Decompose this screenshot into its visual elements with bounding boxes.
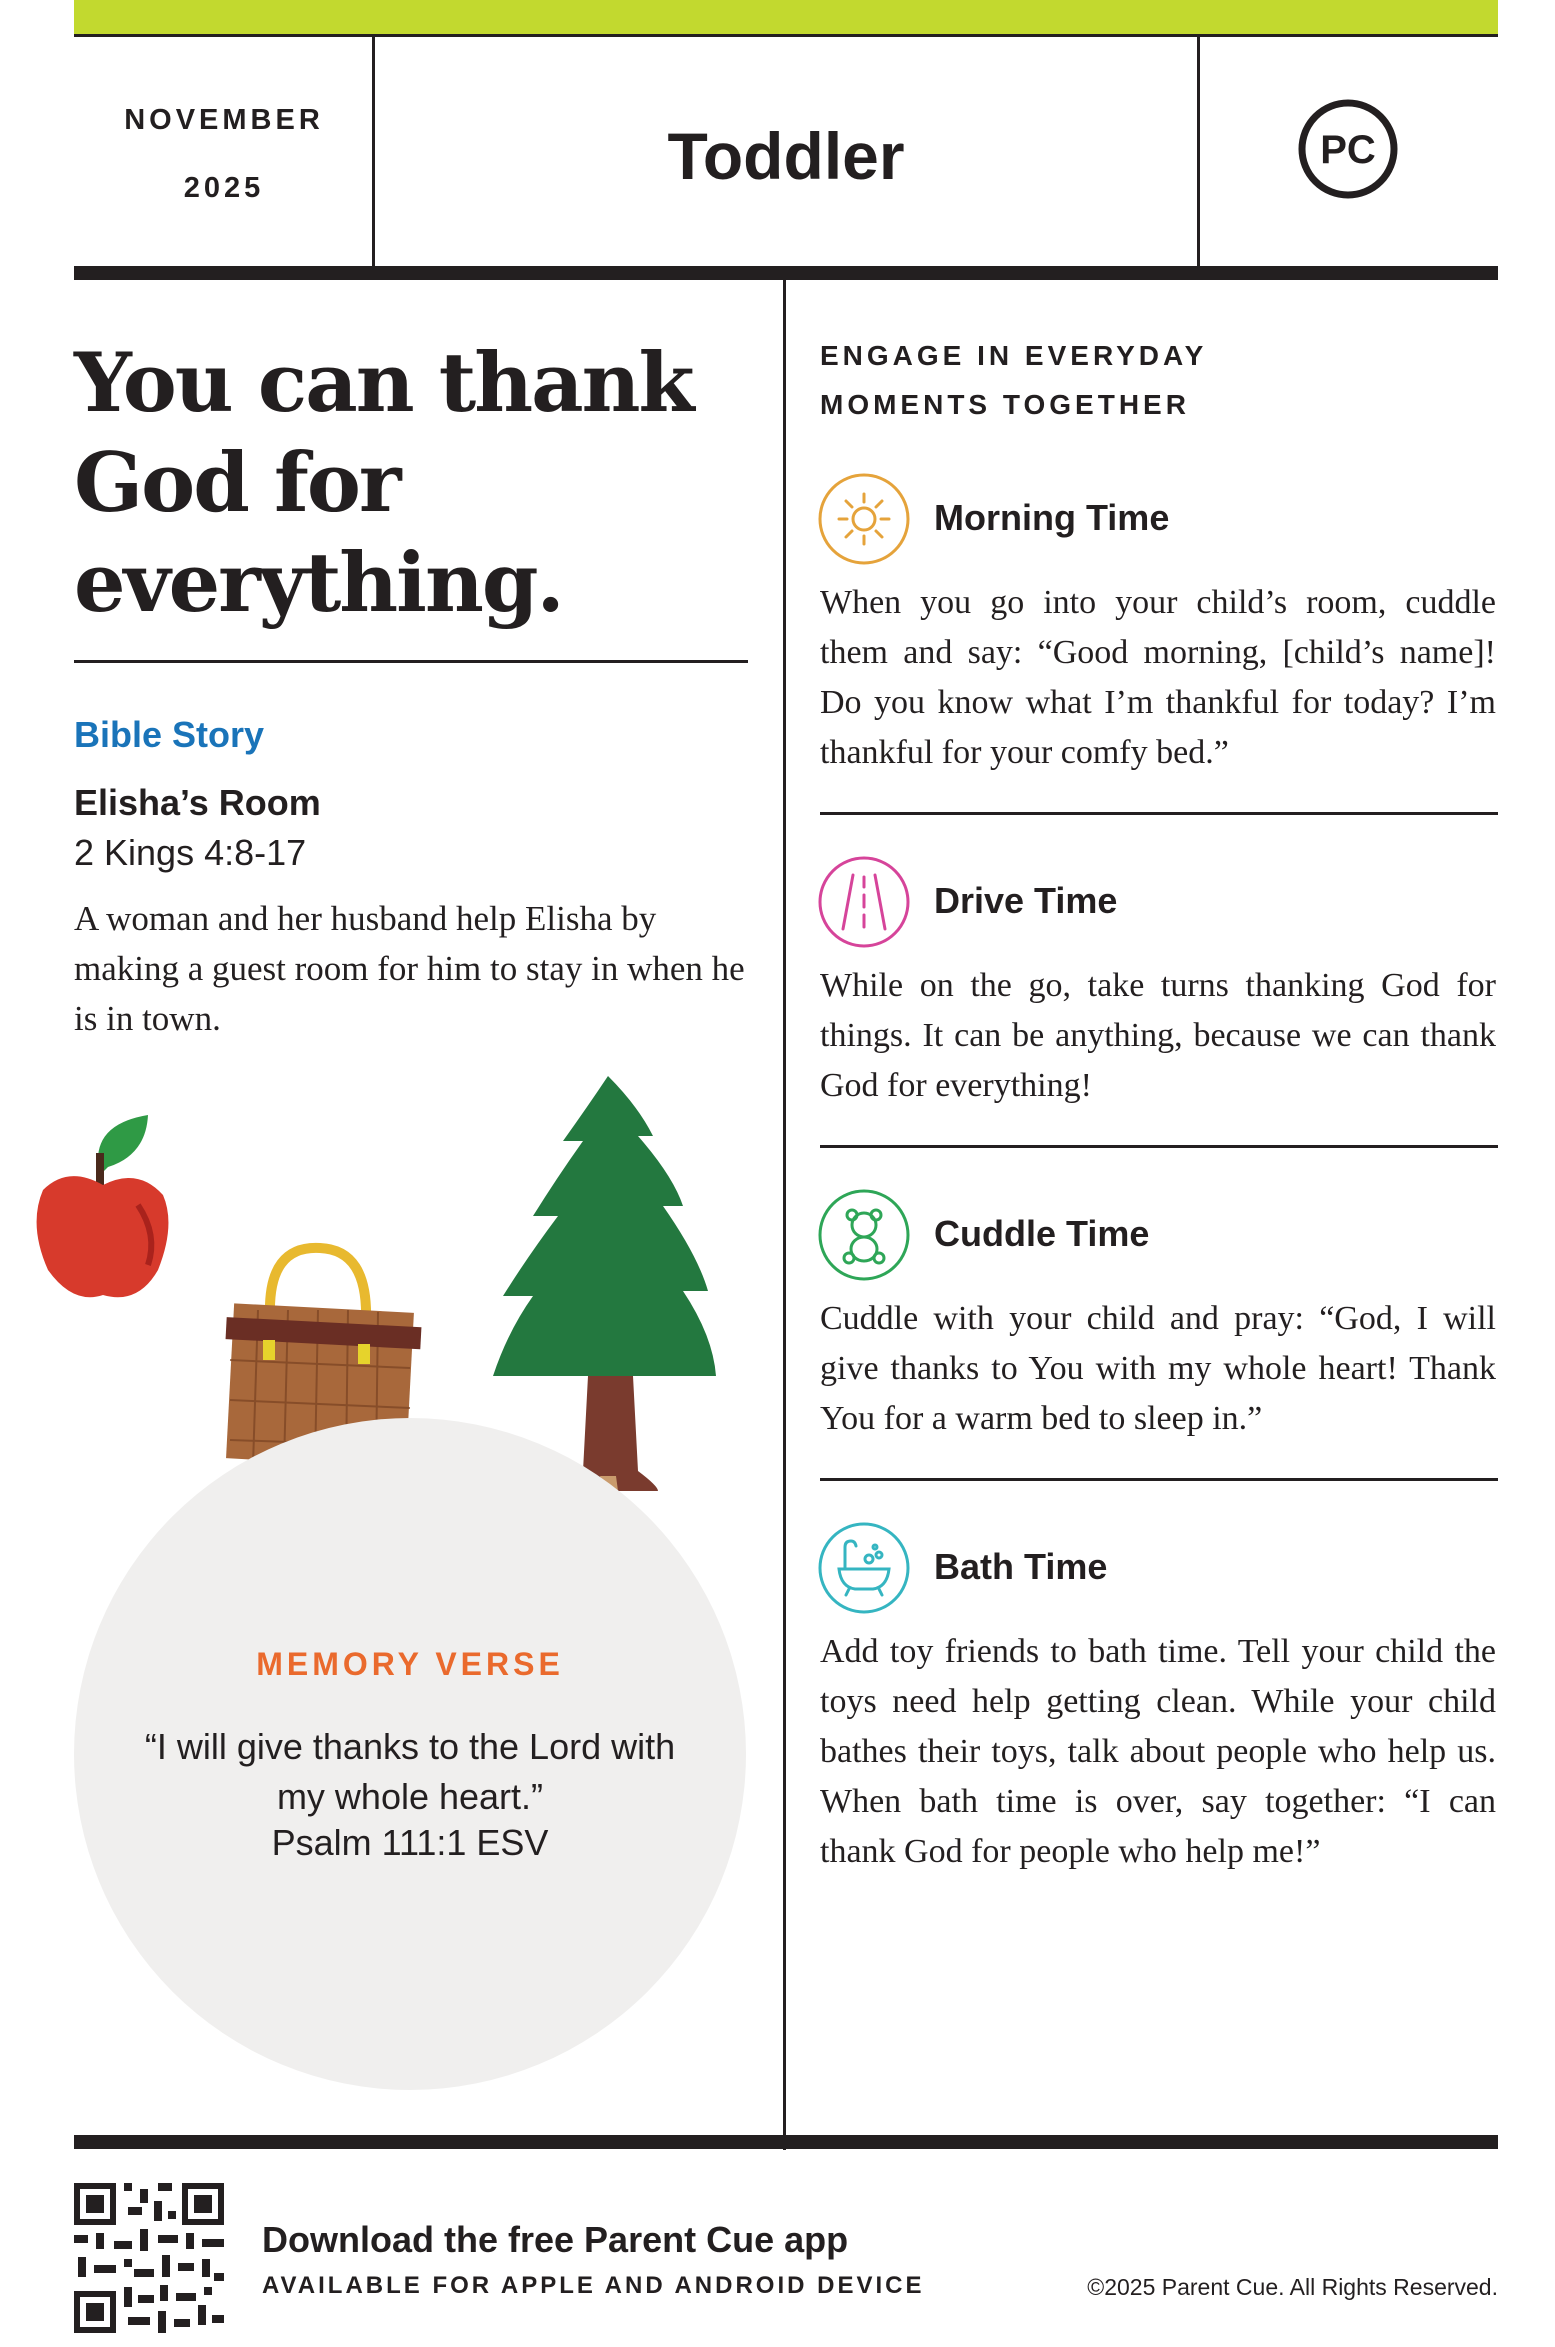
footer-top-rule	[74, 2135, 1498, 2149]
issue-month: NOVEMBER	[124, 104, 324, 136]
moment-title-drive: Drive Time	[934, 880, 1118, 921]
moment-title-cuddle: Cuddle Time	[934, 1213, 1150, 1254]
header-bottom-rule	[74, 266, 1498, 280]
copyright-notice: ©2025 Parent Cue. All Rights Reserved.	[1087, 2274, 1498, 2300]
logo-lettering: PC	[1320, 128, 1376, 172]
moment-divider	[820, 812, 1498, 815]
program-title: Toddler	[667, 119, 905, 193]
bathtub-icon	[817, 1521, 911, 1615]
header-top-rule	[74, 34, 1498, 37]
moment-body-drive: While on the go, take turns thanking God for things. It can be anything, because we can thank God for everything!	[820, 967, 1496, 1104]
moment-divider	[820, 1478, 1498, 1481]
accent-bar	[74, 0, 1498, 34]
memory-verse-text: “I will give thanks to the Lord with my whole heart.”	[144, 1726, 676, 1817]
moment-body-cuddle: Cuddle with your child and pray: “God, I will give thanks to You with my whole heart! Thank You for a warm bed to sleep in.”	[820, 1300, 1496, 1437]
sun-icon	[817, 472, 911, 566]
moment-title-bath: Bath Time	[934, 1546, 1108, 1587]
issue-year: 2025	[183, 172, 265, 204]
moment-body-morning: When you go into your child’s room, cuddle them and say: “Good morning, [child’s name]! Do you know what I’m thankful for today? I’m thankful for your comfy bed.”	[820, 584, 1496, 771]
memory-verse-reference: Psalm 111:1 ESV	[271, 1822, 549, 1863]
engage-heading-line1: ENGAGE IN EVERYDAY	[820, 340, 1208, 371]
page-headline: You can thank God for everything.	[74, 336, 693, 631]
headline-rule	[74, 660, 748, 663]
moment-divider	[820, 1145, 1498, 1148]
moment-body-bath: Add toy friends to bath time. Tell your child the toys need help getting clean. While your child bathes their toys, talk about people who help us. When bath time is over, say together: “I can thank God for people who help me!”	[820, 1633, 1496, 1870]
apple-illustration-icon	[28, 1105, 178, 1315]
memory-verse-label: MEMORY VERSE	[256, 1646, 564, 1682]
moment-title-morning: Morning Time	[934, 497, 1170, 538]
bible-story-label: Bible Story	[74, 714, 265, 755]
qr-code-icon[interactable]	[74, 2183, 224, 2333]
story-reference: 2 Kings 4:8-17	[74, 832, 307, 873]
column-divider	[783, 280, 786, 2150]
engage-heading-line2: MOMENTS TOGETHER	[820, 389, 1190, 420]
story-summary: A woman and her husband help Elisha by making a guest room for him to stay in when he is in town.	[74, 899, 745, 1038]
app-download-subtitle: AVAILABLE FOR APPLE AND ANDROID DEVICE	[262, 2272, 925, 2299]
road-icon	[817, 855, 911, 949]
teddy-bear-icon	[817, 1188, 911, 1282]
story-title: Elisha’s Room	[74, 782, 321, 823]
app-download-title: Download the free Parent Cue app	[262, 2219, 849, 2260]
parent-cue-logo-icon	[1296, 97, 1400, 201]
